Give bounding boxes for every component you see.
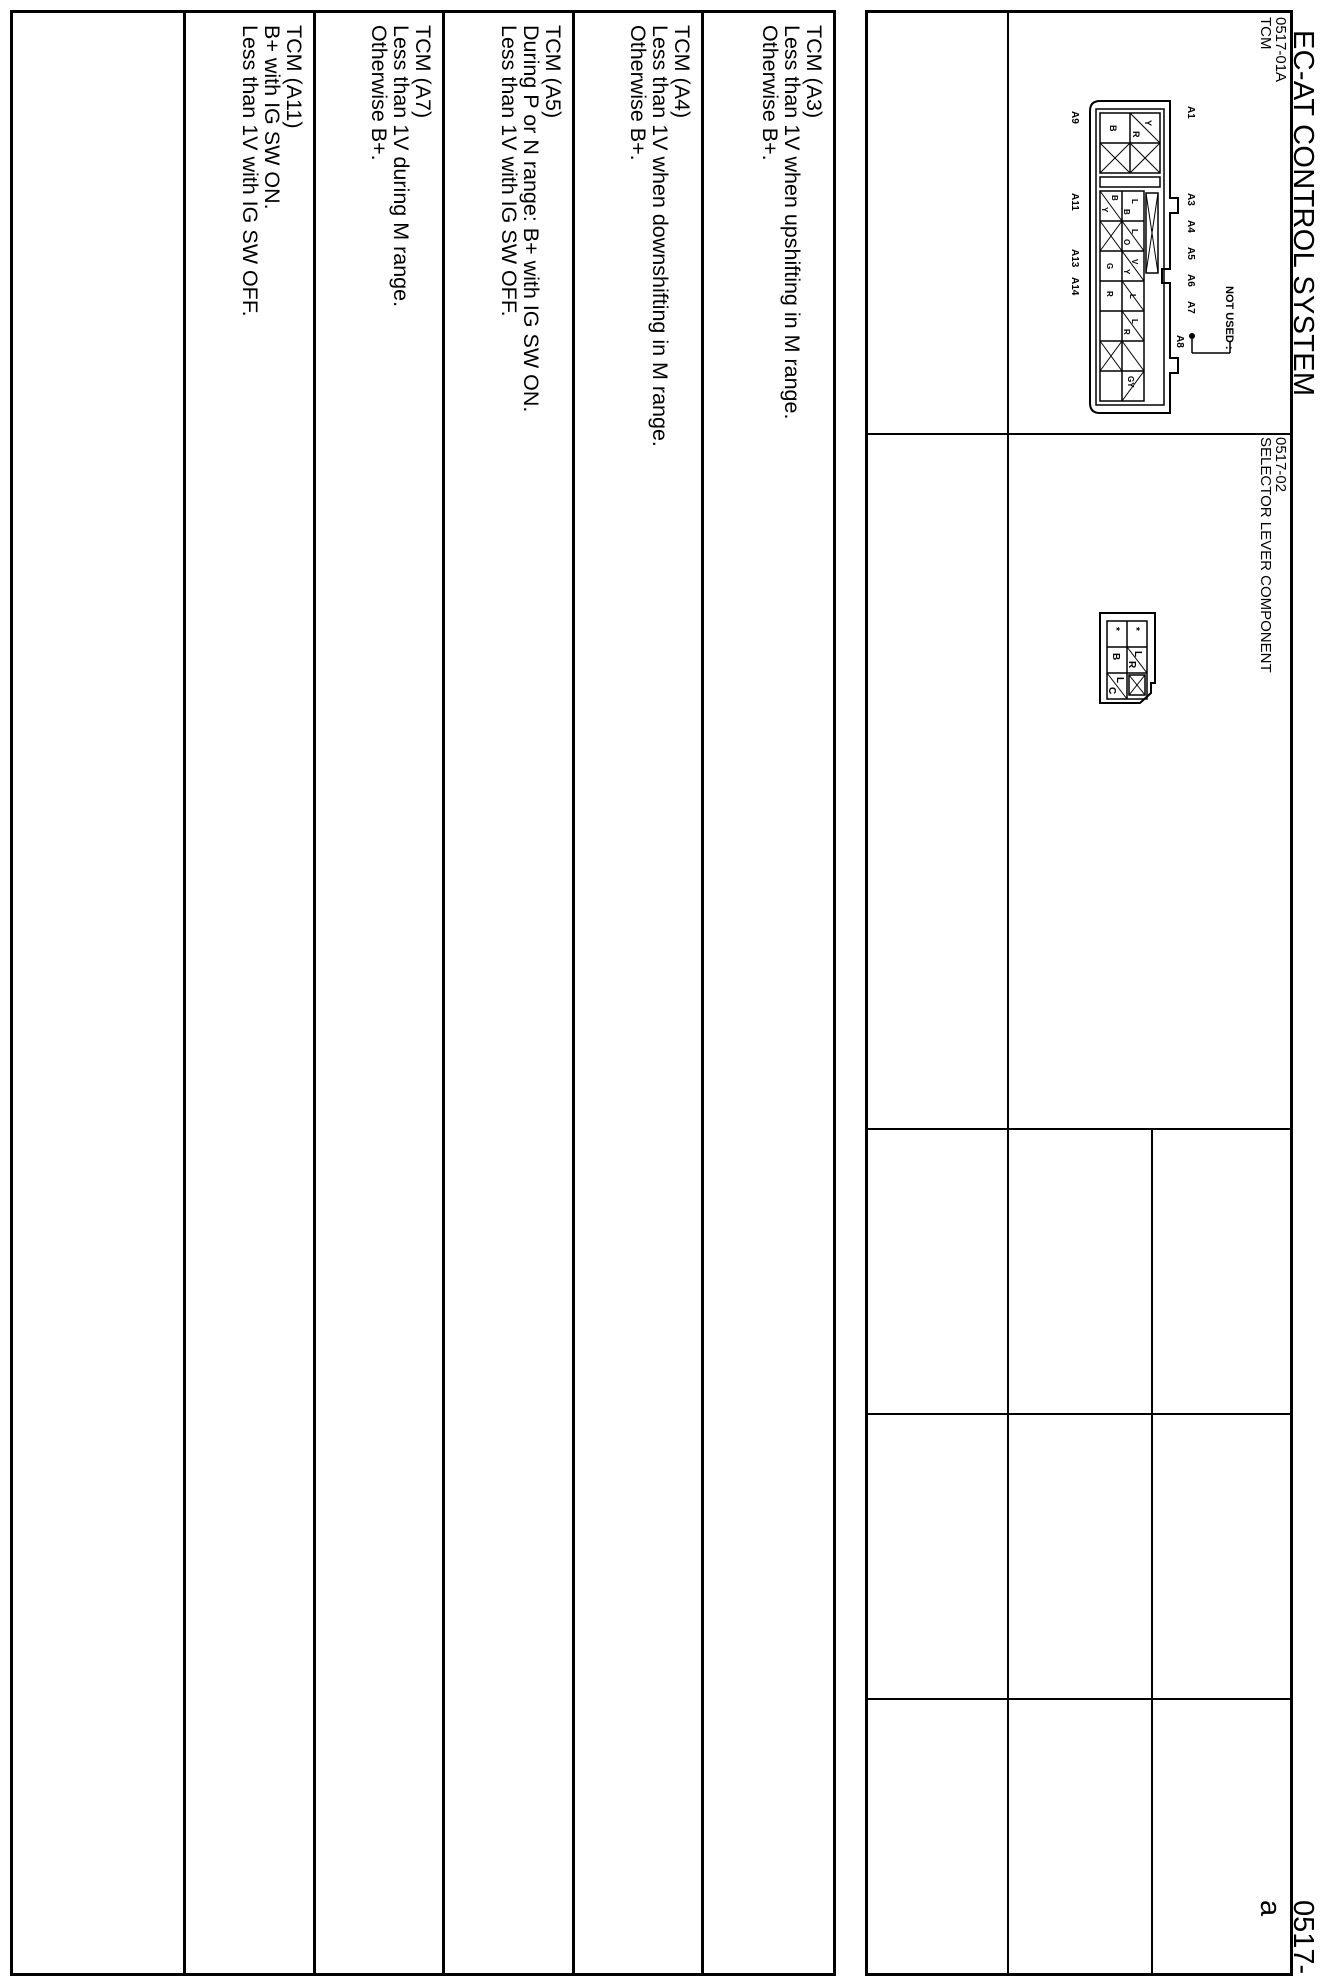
svg-text:R: R (1126, 661, 1137, 669)
row-label: TCM (A3) (802, 25, 826, 119)
pin-label: A5 (1185, 247, 1196, 260)
row-line: Less than 1V when upshifting in M range. (780, 25, 804, 420)
svg-text:B: B (1122, 209, 1131, 215)
pin-label: A3 (1185, 193, 1196, 206)
svg-text:B: B (1108, 125, 1118, 132)
connector-tcm-label (1258, 17, 1288, 82)
row-line: Less than 1V during M range. (389, 25, 413, 308)
table-row (701, 13, 833, 1973)
row-line: Less than 1V with IG SW OFF. (238, 25, 262, 317)
pin-label: A8 (1174, 335, 1185, 348)
tcm-connector-diagram (1010, 73, 1250, 433)
table-divider (868, 1413, 1290, 1415)
row-label: TCM (A11) (282, 25, 306, 129)
svg-text:C: C (1106, 687, 1117, 695)
pin-label: A13 (1069, 249, 1080, 268)
table-divider (868, 433, 1290, 435)
svg-text:Y: Y (1122, 269, 1131, 275)
svg-text:O: O (1122, 239, 1131, 246)
row-label: TCM (A4) (670, 25, 694, 119)
row-line: Less than 1V with IG SW OFF. (497, 25, 521, 317)
connector-name: TCM (1257, 17, 1274, 50)
pin-label: A11 (1069, 193, 1080, 211)
connector-name: SELECTOR LEVER COMPONENT (1257, 437, 1274, 673)
pin-label: A14 (1069, 277, 1080, 296)
table-divider (1007, 433, 1009, 1128)
table-row-empty (13, 13, 183, 1973)
svg-text:L: L (1132, 651, 1143, 658)
connector-selector-label (1258, 437, 1288, 673)
svg-text:B: B (1110, 195, 1119, 201)
svg-text:L: L (1130, 229, 1139, 234)
table-divider (1007, 1128, 1009, 1973)
connector-diagram-table (865, 10, 1293, 1976)
not-used-label: NOT USED : (1223, 286, 1235, 350)
table-row (442, 13, 572, 1973)
svg-text:L: L (1130, 199, 1139, 204)
table-row (313, 13, 442, 1973)
svg-text:R: R (1122, 329, 1131, 335)
row-line: During P or N range: B+ with IG SW ON. (519, 25, 543, 413)
svg-text:G: G (1105, 263, 1114, 270)
pin-label: A9 (1069, 111, 1080, 124)
wire-marker: GY (1126, 376, 1135, 388)
svg-text:B: B (1110, 653, 1121, 661)
row-line: Otherwise B+. (367, 25, 391, 161)
row-line: B+ with IG SW ON. (260, 25, 284, 210)
table-divider (868, 1128, 1290, 1130)
table-row (183, 13, 313, 1973)
page-code: 0517-a (1254, 1900, 1319, 1975)
table-divider (1007, 13, 1009, 433)
svg-text:*: * (1110, 627, 1121, 631)
pin-label: A7 (1185, 301, 1196, 314)
row-line: Otherwise B+. (626, 25, 650, 161)
row-label: TCM (A7) (411, 25, 435, 119)
svg-text:V: V (1130, 259, 1139, 265)
svg-text:L: L (1130, 319, 1139, 324)
connector-code: 0517-02 (1272, 437, 1289, 493)
connector-code: 0517-01A (1272, 17, 1289, 83)
row-label: TCM (A5) (541, 25, 565, 119)
table-row (572, 13, 701, 1973)
pin-label: A1 (1185, 106, 1196, 119)
svg-text:R: R (1105, 291, 1114, 297)
svg-text:*: * (1130, 627, 1141, 631)
table-divider (1151, 1128, 1153, 1973)
table-divider (868, 1698, 1290, 1700)
svg-text:L: L (1128, 294, 1137, 299)
pin-label: A4 (1185, 220, 1196, 233)
signal-description-table (10, 10, 836, 1976)
svg-text:L: L (1114, 677, 1125, 684)
pin-label: A6 (1185, 274, 1196, 287)
row-line: Otherwise B+. (758, 25, 782, 161)
svg-text:Y: Y (1143, 120, 1153, 127)
row-line: Less than 1V when downshifting in M range. (648, 25, 672, 447)
selector-lever-connector-diagram (1055, 573, 1195, 713)
svg-text:R: R (1131, 131, 1141, 138)
page-title: EC-AT CONTROL SYSTEM (1287, 30, 1319, 397)
svg-text:Y: Y (1100, 207, 1109, 213)
